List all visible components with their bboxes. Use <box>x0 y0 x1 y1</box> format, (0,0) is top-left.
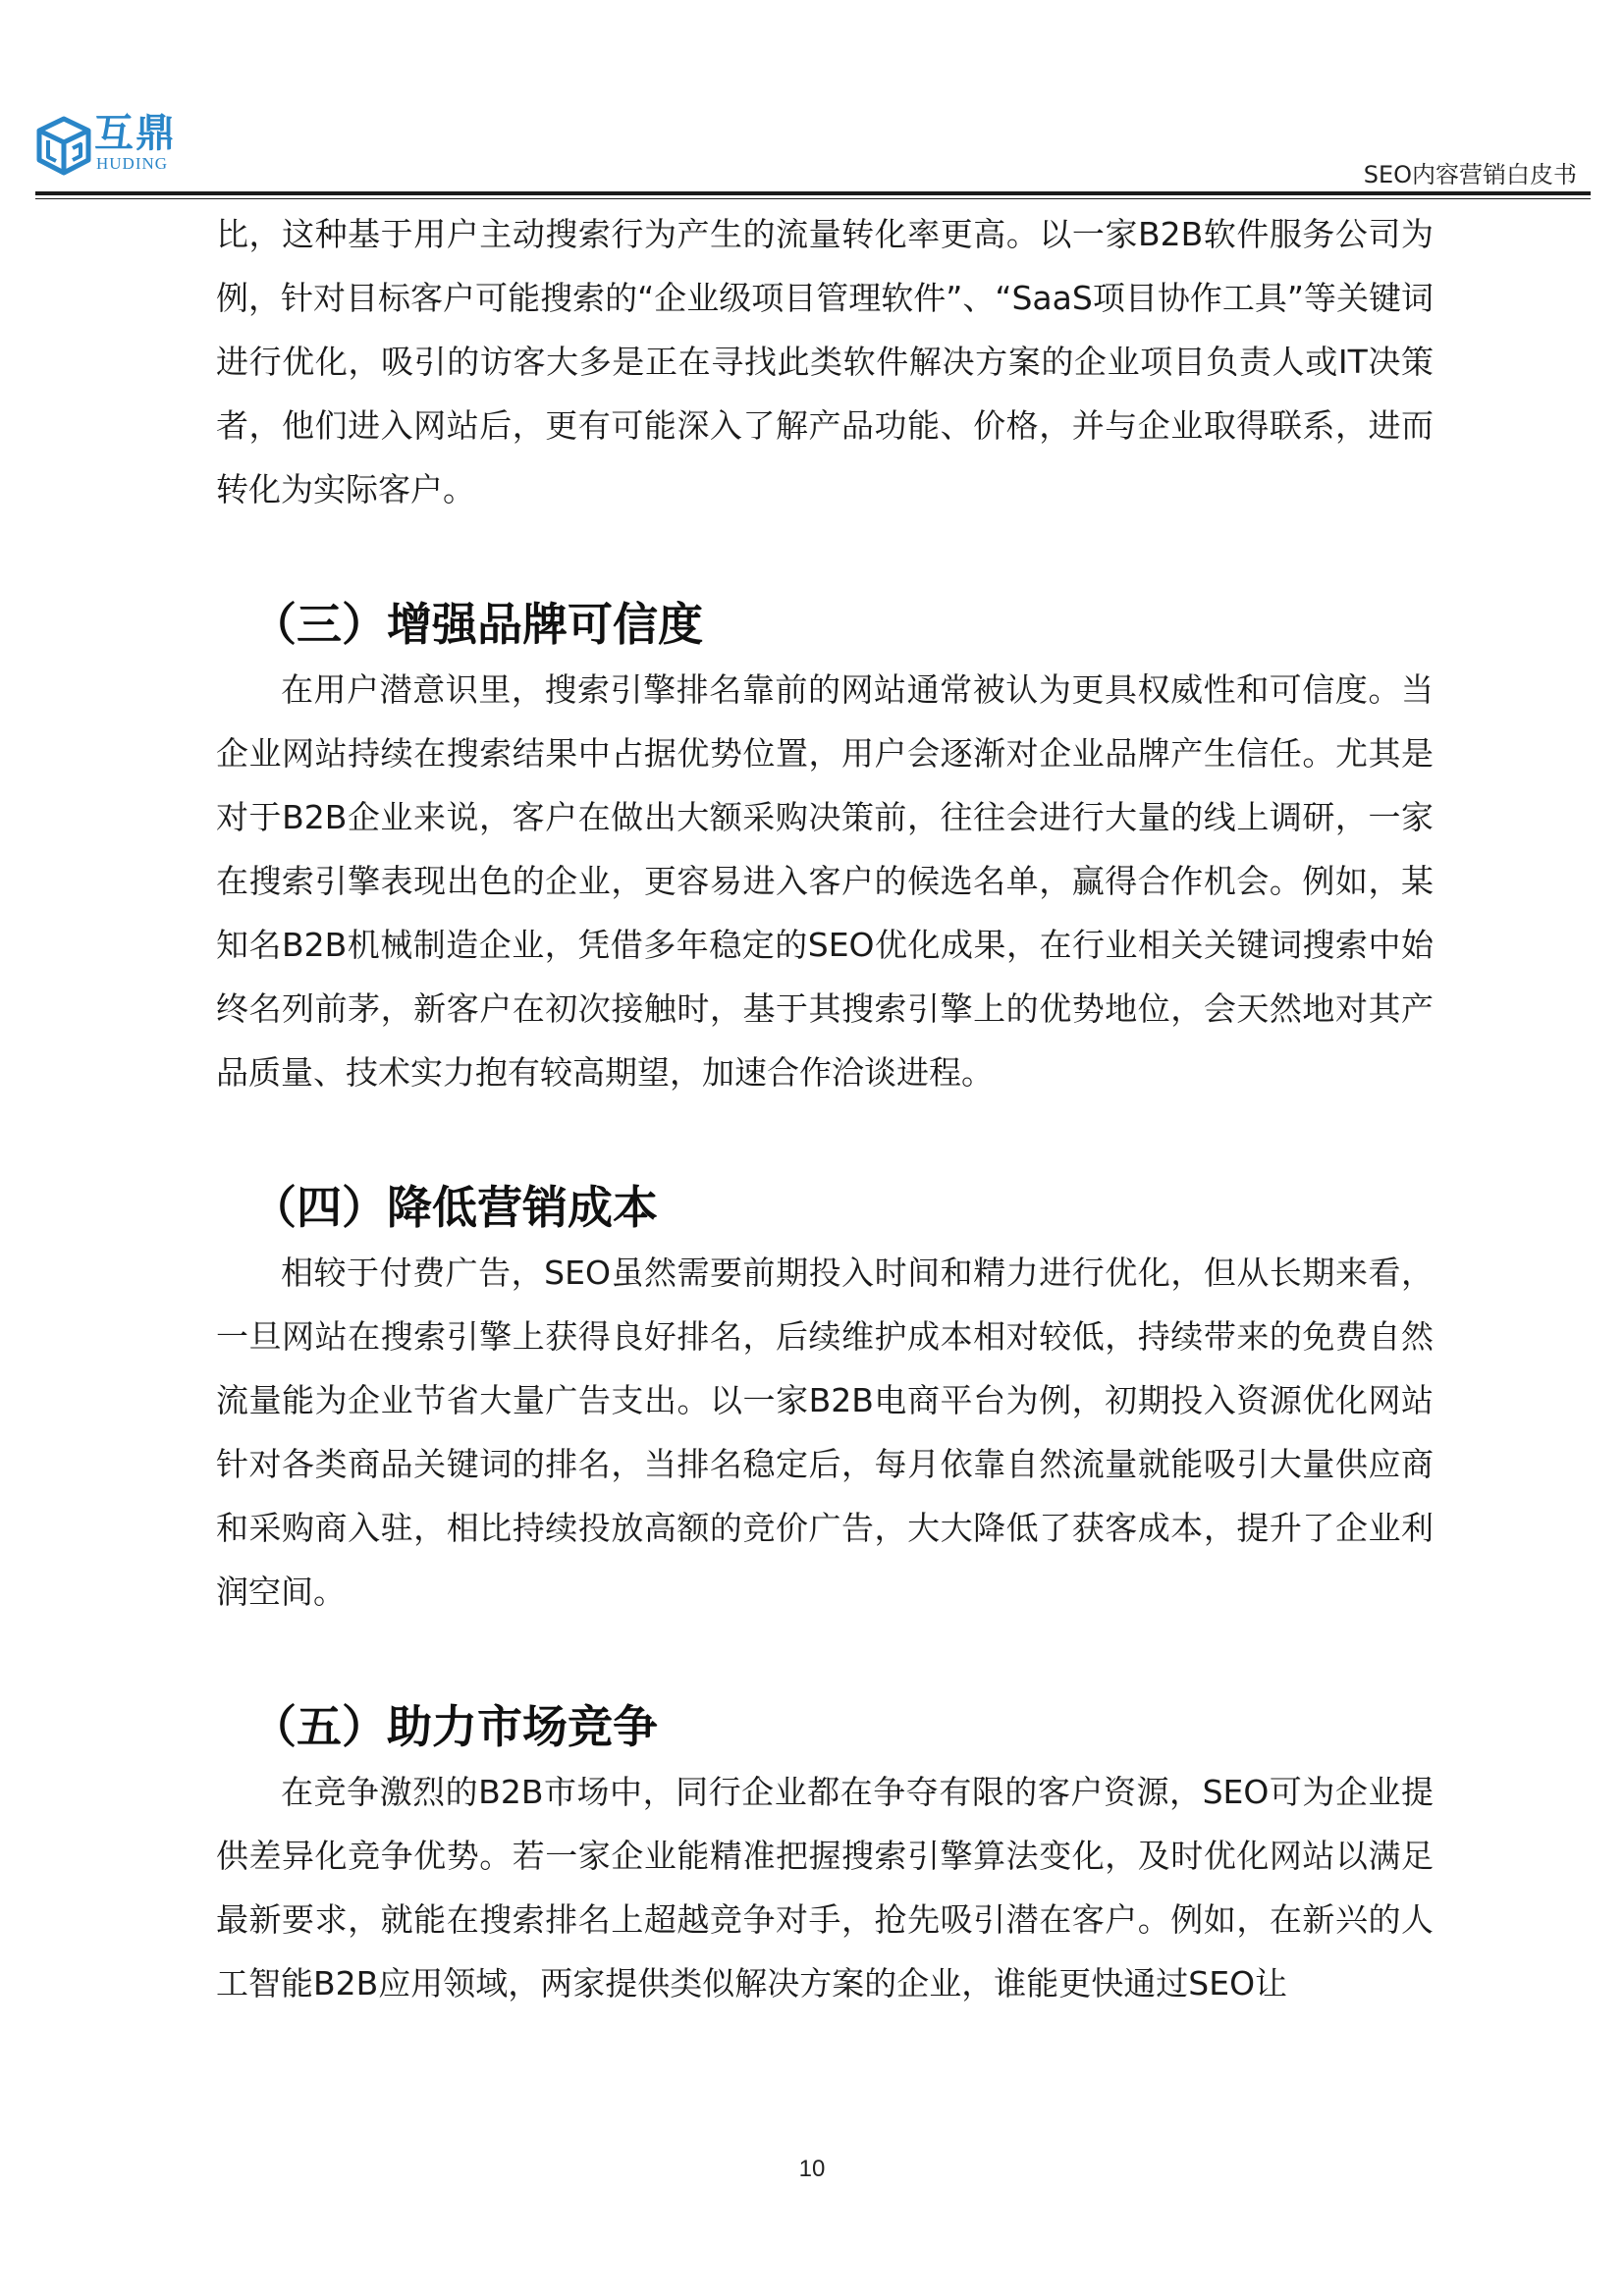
paragraph-marketing-cost: 相较于付费广告，SEO虽然需要前期投入时间和精力进行优化，但从长期来看，一旦网站在搜索引擎上获得良好排名，后续维护成本相对较低，持续带来的免费自然流量能为企业节省大量广告支出。以一家B2B电商平台为例，初期投入资源优化网站针对各类商品关键词的排名，当排名稳定后，每月依靠自然流量就能吸引大量供应商和采购商入驻，相比持续投放高额的竞价广告，大大降低了获客成本，提升了企业利润空间。 <box>216 1254 1434 1611</box>
logo-text-en: HUDING <box>96 154 169 173</box>
cube-logo-icon <box>35 116 92 177</box>
section-heading-5: （五）助力市场竞争 <box>251 1700 658 1753</box>
section-heading-4: （四）降低营销成本 <box>251 1181 658 1234</box>
section-heading-3: （三）增强品牌可信度 <box>251 598 703 651</box>
document-title: SEO内容营销白皮书 <box>1363 161 1577 188</box>
page-header <box>35 110 1591 190</box>
header-rule-thin <box>35 198 1591 199</box>
logo-text-cn: 互鼎 <box>94 110 177 156</box>
page-number: 10 <box>798 2156 826 2182</box>
paragraph-continued: 比，这种基于用户主动搜索行为产生的流量转化率更高。以一家B2B软件服务公司为例，针对目标客户可能搜索的“企业级项目管理软件”、“SaaS项目协作工具”等关键词进行优化，吸引的访客大多是正在寻找此类软件解决方案的企业项目负责人或IT决策者，他们进入网站后，更有可能深入了解产品功能、价格，并与企业取得联系，进而转化为实际客户。 <box>216 215 1434 508</box>
header-rule-thick <box>35 191 1591 195</box>
page-content <box>216 202 1434 2015</box>
paragraph-brand-credibility: 在用户潜意识里，搜索引擎排名靠前的网站通常被认为更具权威性和可信度。当企业网站持续在搜索结果中占据优势位置，用户会逐渐对企业品牌产生信任。尤其是对于B2B企业来说，客户在做出大额采购决策前，往往会进行大量的线上调研，一家在搜索引擎表现出色的企业，更容易进入客户的候选名单，赢得合作机会。例如，某知名B2B机械制造企业，凭借多年稳定的SEO优化成果，在行业相关关键词搜索中始终名列前茅，新客户在初次接触时，基于其搜索引擎上的优势地位，会天然地对其产品质量、技术实力抱有较高期望，加速合作洽谈进程。 <box>216 670 1434 1092</box>
huding-logo <box>35 110 183 181</box>
paragraph-market-competition: 在竞争激烈的B2B市场中，同行企业都在争夺有限的客户资源，SEO可为企业提供差异化竞争优势。若一家企业能精准把握搜索引擎算法变化，及时优化网站以满足最新要求，就能在搜索排名上超越竞争对手，抢先吸引潜在客户。例如，在新兴的人工智能B2B应用领域，两家提供类似解决方案的企业，谁能更快通过SEO让 <box>216 1773 1434 2002</box>
